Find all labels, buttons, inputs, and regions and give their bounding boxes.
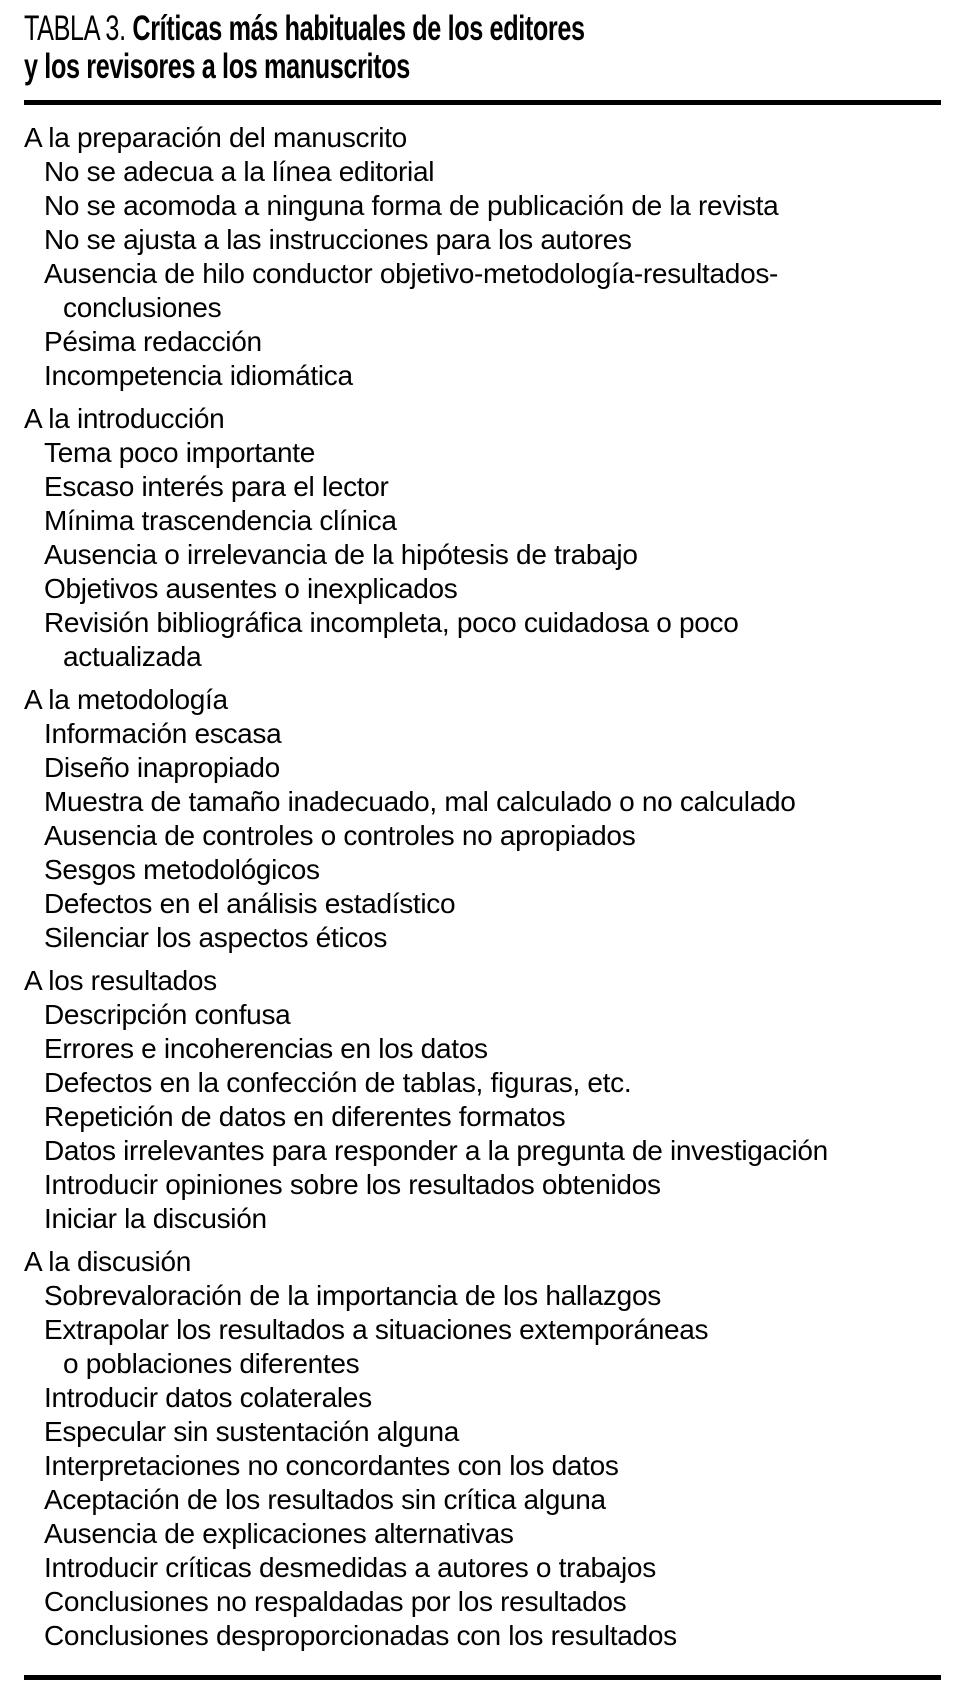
- bottom-rule-divider: [24, 1675, 941, 1680]
- section-header: A la introducción: [24, 403, 225, 434]
- criticism-item: Mínima trascendencia clínica: [44, 505, 397, 536]
- table-title: [24, 10, 967, 86]
- section-metodologia: [24, 683, 967, 955]
- criticism-item-continuation: conclusiones: [63, 292, 222, 323]
- section-introduccion: [24, 402, 967, 674]
- criticism-item: Iniciar la discusión: [44, 1203, 267, 1234]
- criticism-item: No se ajusta a las instrucciones para los autores: [44, 224, 632, 255]
- table-title-line-1: [24, 10, 967, 48]
- criticism-item: Descripción confusa: [44, 999, 291, 1030]
- criticism-item: Introducir opiniones sobre los resultados obtenidos: [44, 1169, 661, 1200]
- section-resultados: [24, 964, 967, 1236]
- criticism-item-continuation: actualizada: [63, 641, 202, 672]
- criticism-item: Aceptación de los resultados sin crítica alguna: [44, 1484, 606, 1515]
- section-header: A los resultados: [24, 965, 217, 996]
- criticism-item: Ausencia de hilo conductor objetivo-metodología-resultados-: [44, 258, 779, 289]
- criticism-item: Tema poco importante: [44, 437, 316, 468]
- criticism-item-continuation: o poblaciones diferentes: [63, 1348, 360, 1379]
- criticism-item: Ausencia o irrelevancia de la hipótesis de trabajo: [44, 539, 638, 570]
- criticism-item: Extrapolar los resultados a situaciones extemporáneas: [44, 1314, 709, 1345]
- criticism-item: Silenciar los aspectos éticos: [44, 922, 388, 953]
- criticism-item: Introducir datos colaterales: [44, 1382, 372, 1413]
- criticism-list: [24, 105, 967, 1653]
- section-header: A la discusión: [24, 1246, 192, 1277]
- table-label: TABLA 3.: [24, 9, 126, 48]
- criticism-item: Defectos en el análisis estadístico: [44, 888, 456, 919]
- criticism-item: Ausencia de controles o controles no apropiados: [44, 820, 636, 851]
- criticism-item: Revisión bibliográfica incompleta, poco cuidadosa o poco: [44, 607, 739, 638]
- criticism-item: No se acomoda a ninguna forma de publicación de la revista: [44, 190, 779, 221]
- criticism-item: Diseño inapropiado: [44, 752, 280, 783]
- criticism-item: Interpretaciones no concordantes con los datos: [44, 1450, 619, 1481]
- criticism-item: Muestra de tamaño inadecuado, mal calculado o no calculado: [44, 786, 796, 817]
- criticism-item: Sobrevaloración de la importancia de los hallazgos: [44, 1280, 661, 1311]
- criticism-item: Ausencia de explicaciones alternativas: [44, 1518, 514, 1549]
- criticism-item: Errores e incoherencias en los datos: [44, 1033, 488, 1064]
- section-discusion: [24, 1245, 967, 1653]
- criticism-item: Introducir críticas desmedidas a autores o trabajos: [44, 1552, 656, 1583]
- criticism-item: Objetivos ausentes o inexplicados: [44, 573, 458, 604]
- section-preparacion-manuscrito: [24, 121, 967, 393]
- table-title-text: Críticas más habituales de los editores: [132, 9, 585, 48]
- criticism-item: Pésima redacción: [44, 326, 262, 357]
- criticism-item: Información escasa: [44, 718, 282, 749]
- criticism-item: Especular sin sustentación alguna: [44, 1416, 460, 1447]
- table-title-line-2: y los revisores a los manuscritos: [24, 47, 410, 86]
- criticism-item: Conclusiones no respaldadas por los resultados: [44, 1586, 627, 1617]
- criticism-item: Conclusiones desproporcionadas con los resultados: [44, 1620, 677, 1651]
- criticism-item: Repetición de datos en diferentes formatos: [44, 1101, 566, 1132]
- criticism-item: Defectos en la confección de tablas, figuras, etc.: [44, 1067, 632, 1098]
- criticism-item: Incompetencia idiomática: [44, 360, 353, 391]
- criticism-item: No se adecua a la línea editorial: [44, 156, 435, 187]
- section-header: A la metodología: [24, 684, 228, 715]
- criticism-item: Datos irrelevantes para responder a la pregunta de investigación: [44, 1135, 828, 1166]
- criticism-item: Sesgos metodológicos: [44, 854, 320, 885]
- criticism-item: Escaso interés para el lector: [44, 471, 389, 502]
- section-header: A la preparación del manuscrito: [24, 122, 407, 153]
